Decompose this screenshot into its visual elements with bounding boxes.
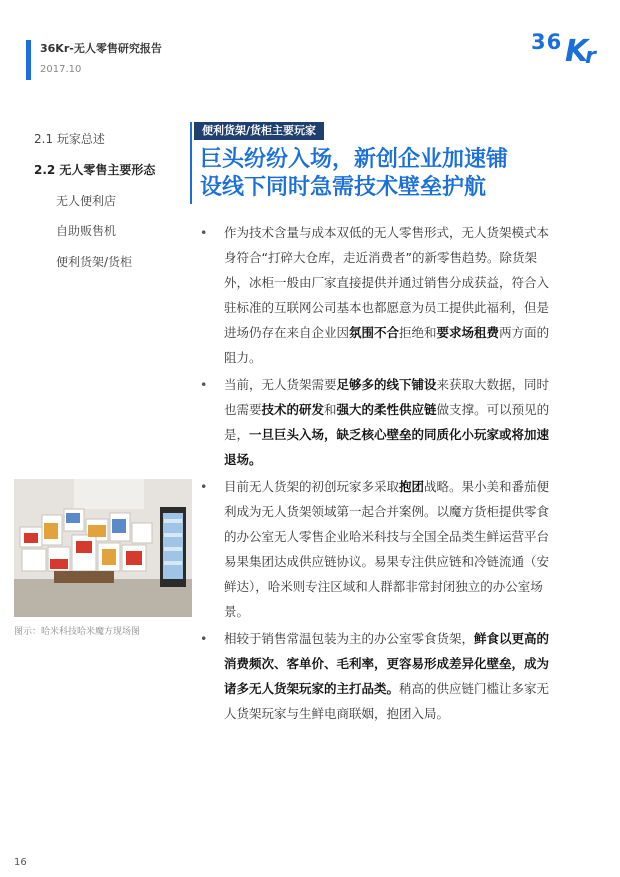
bullet-list: [196, 220, 556, 728]
bullet-emphasis: 抱团: [399, 479, 425, 494]
headline-line-1: 巨头纷纷入场，新创企业加速铺: [200, 147, 509, 172]
bullet-text: 来获取大数据，同时也需要: [224, 377, 550, 417]
nav-item-main-forms[interactable]: 2.2 无人零售主要形态: [34, 163, 156, 177]
section-accent-line: [190, 122, 192, 204]
bullet-dot-icon: •: [200, 479, 208, 494]
bullet-emphasis: 鲜食以更高的消费频次、客单价、毛利率，更容易形成差异化壁垒，成为诸多无人货架玩家的主打品类。: [224, 631, 550, 696]
bullet-text: 稍高的供应链门槛让多家无人货架玩家与生鲜电商联姻，抱团入局。: [224, 681, 550, 721]
image-caption: 图示：哈米科技哈米魔方现场图: [14, 627, 141, 637]
bullet-text: 做支撑。可以预见的是，: [224, 402, 550, 442]
bullet-dot-icon: •: [200, 377, 208, 392]
nav-item-unmanned-store[interactable]: 无人便利店: [56, 194, 117, 208]
bullet-dot-icon: •: [200, 631, 208, 646]
nav-item-vending-machine[interactable]: 自助贩售机: [56, 224, 117, 238]
bullet-paragraph: [196, 372, 556, 472]
bullet-text: 和: [324, 402, 337, 417]
section-headline: [200, 146, 580, 202]
bullet-emphasis: 强大的柔性供应链: [336, 402, 437, 417]
header-accent-bar: [26, 40, 31, 80]
section-tag: 便利货架/货柜主要玩家: [194, 122, 324, 140]
bullet-text: 当前，无人货架需要: [224, 377, 337, 392]
bullet-text: 战略。果小美和番茄便利成为无人货架领域第一起合并案例。以魔方货柜提供零食的办公室无人零售企业哈米科技与全国全品类生鲜运营平台易果集团达成供应链协议。易果专注供应链和冷链流通（安鲜达），哈米则专注区域和人群都非常封闭独立的办公室场景。: [224, 479, 550, 619]
report-date: 2017.10: [40, 64, 82, 75]
bullet-text: 目前无人货架的初创玩家多采取: [224, 479, 400, 494]
report-title: 36Kr-无人零售研究报告: [40, 42, 162, 55]
bullet-emphasis: 要求场租费: [436, 325, 500, 340]
bullet-paragraph: [196, 474, 556, 624]
bullet-text: 拒绝和: [399, 325, 437, 340]
headline-line-2: 设线下同时急需技术壁垒护航: [200, 175, 487, 200]
bullet-text: 作为技术含量与成本双低的无人零售形式，无人货架模式本身符合“打碎大仓库，走近消费者”的新零售趋势。除货架外，冰柜一般由厂家直接提供并通过销售分成获益，符合入驻标准的互联网公司基本也都愿意为员工提供此福利，但是进场仍存在来自企业因: [224, 225, 550, 340]
bullet-dot-icon: •: [200, 225, 208, 240]
bullet-emphasis: 技术的研发: [261, 402, 325, 417]
nav-item-shelf-cabinet[interactable]: 便利货架/货柜: [56, 255, 133, 269]
36kr-logo: 36 K r: [531, 30, 596, 69]
page-number: 16: [14, 857, 27, 868]
store-photo: [14, 479, 192, 617]
bullet-emphasis: 一旦巨头入场，缺乏核心壁垒的同质化小玩家或将加速退场。: [224, 427, 550, 467]
bullet-text: 相较于销售常温包装为主的办公室零食货架，: [224, 631, 475, 646]
bullet-text: 两方面的阻力。: [224, 325, 550, 365]
nav-item-players-overview[interactable]: 2.1 玩家总述: [34, 132, 105, 146]
bullet-emphasis: 足够多的线下铺设: [336, 377, 437, 392]
bullet-paragraph: [196, 220, 556, 370]
bullet-emphasis: 氛围不合: [349, 325, 400, 340]
bullet-paragraph: [196, 626, 556, 726]
